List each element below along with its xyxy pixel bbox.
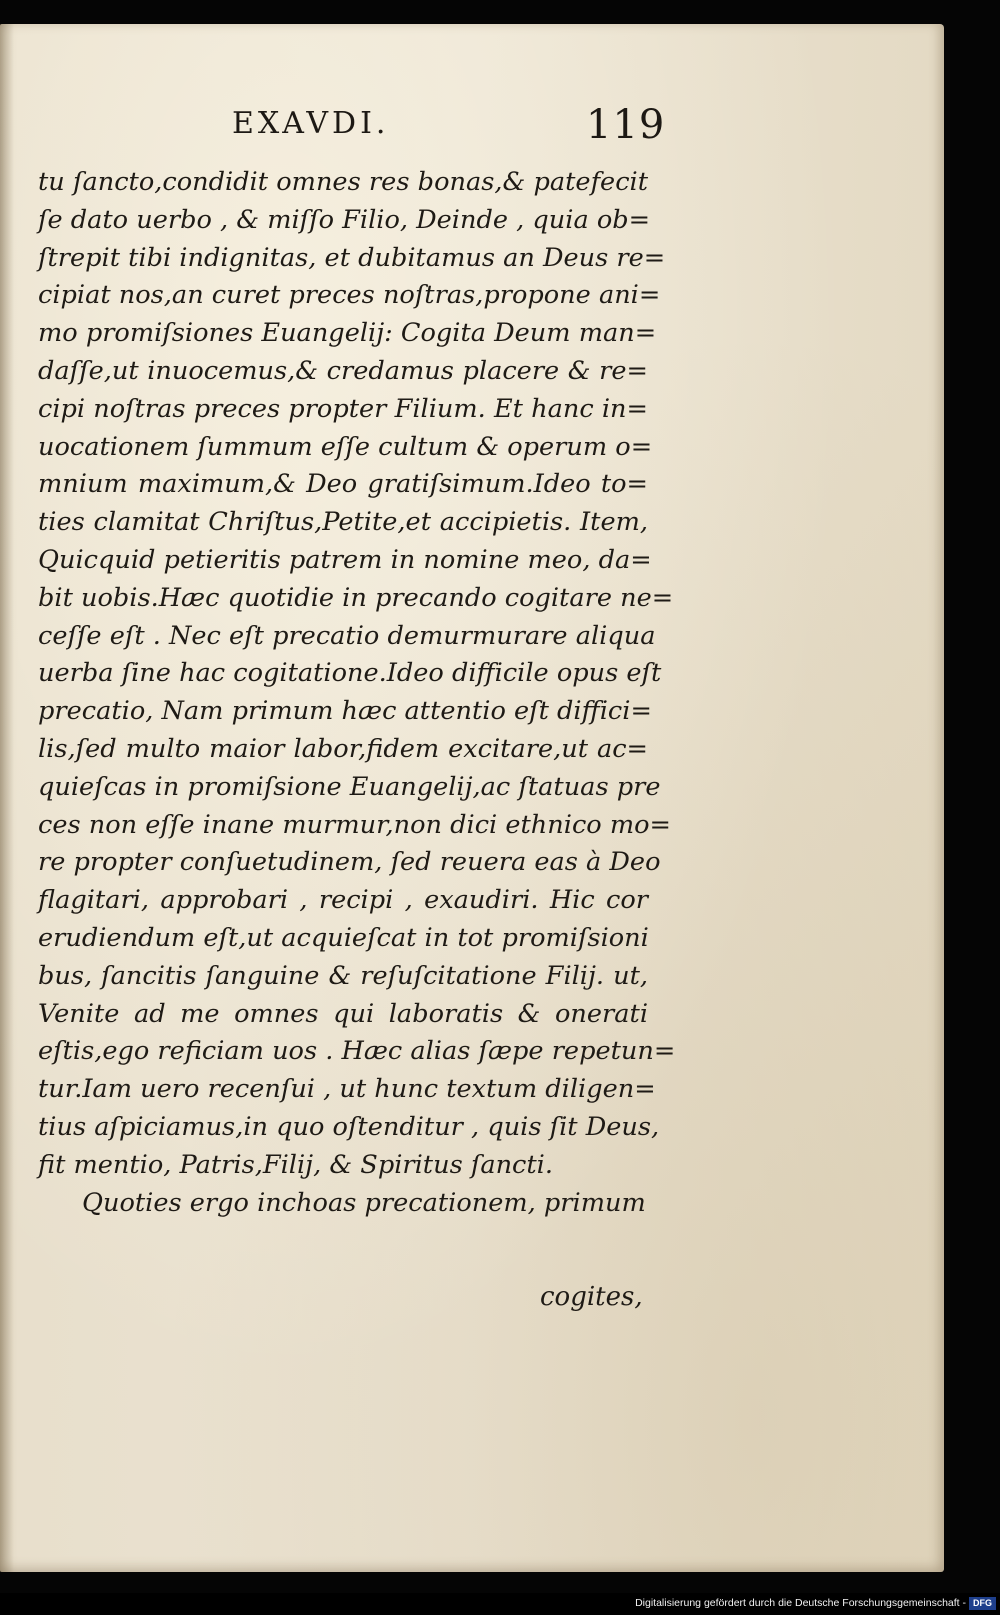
book-page <box>0 24 944 1572</box>
text-line: mnium maximum,& Deo gratiſsimum.Ideo to= <box>38 469 648 500</box>
text-line: uerba ſine hac cogitatione.Ideo difficile opus eſt <box>38 658 662 689</box>
catchword: cogites, <box>540 1282 643 1312</box>
text-line: ces non eſſe inane murmur,non dici ethnico mo= <box>38 809 671 840</box>
text-line: eſtis,ego reficiam uos . Hæc alias ſæpe repetun= <box>38 1036 676 1067</box>
text-line: tur.Iam uero recenſui , ut hunc textum diligen= <box>38 1074 656 1105</box>
text-line: precatio, Nam primum hæc attentio eſt diffici= <box>38 696 652 727</box>
text-line: re propter conſuetudinem, ſed reuera eas à Deo <box>38 847 661 878</box>
text-block <box>38 164 676 1222</box>
text-line: quieſcas in promiſsione Euangelij,ac ſtatuas pre <box>38 771 661 802</box>
text-line: cipiat nos,an curet preces noſtras,propone ani= <box>38 280 661 311</box>
funding-credit: Digitalisierung gefördert durch die Deutsche Forschungsgemeinschaft - <box>635 1597 966 1609</box>
text-line: daſſe,ut inuocemus,& credamus placere & re= <box>38 355 648 386</box>
text-line: erudiendum eſt,ut acquieſcat in tot promiſsioni <box>38 922 649 953</box>
text-line: tius aſpiciamus,in quo oſtenditur , quis ſit Deus, <box>38 1111 660 1142</box>
running-title: EXAVDI. <box>232 106 390 141</box>
text-line: tu ſancto,condidit omnes res bonas,& patefecit <box>38 167 648 197</box>
text-line: flagitari, approbari , recipi , exaudiri. Hic cor <box>38 885 648 916</box>
digitization-footer <box>0 1593 1000 1615</box>
text-line: uocationem ſummum eſſe cultum & operum o= <box>38 431 653 462</box>
paragraph-start-line: Quoties ergo inchoas precationem, primum <box>82 1187 646 1218</box>
text-line: ſe dato uerbo , & miſſo Filio, Deinde , quia ob= <box>38 204 651 235</box>
page-number: 119 <box>586 102 666 148</box>
text-line: ceſſe eſt . Nec eſt precatio demurmurare aliqua <box>38 620 656 651</box>
text-line: lis,ſed multo maior labor,fidem excitare,ut ac= <box>38 733 648 764</box>
text-line: Venite ad me omnes qui laboratis & onerati <box>38 998 648 1029</box>
text-line: ſtrepit tibi indignitas, et dubitamus an Deus re= <box>38 242 666 273</box>
text-line: bus, ſancitis ſanguine & reſuſcitatione Filij. ut, <box>38 960 648 991</box>
dfg-logo-icon: DFG <box>969 1597 996 1610</box>
text-line: Quicquid petieritis patrem in nomine meo, da= <box>38 544 652 575</box>
running-head <box>0 102 944 156</box>
text-line: ties clamitat Chriſtus,Petite,et accipietis. Item, <box>38 507 648 538</box>
spine-shadow <box>0 24 14 1572</box>
text-line: fit mentio, Patris,Filij, & Spiritus ſancti. <box>38 1149 553 1180</box>
text-line: cipi noſtras preces propter Filium. Et hanc in= <box>38 393 648 424</box>
text-line: bit uobis.Hæc quotidie in precando cogitare ne= <box>38 582 674 613</box>
text-line: mo promiſsiones Euangelij: Cogita Deum man= <box>38 318 657 349</box>
